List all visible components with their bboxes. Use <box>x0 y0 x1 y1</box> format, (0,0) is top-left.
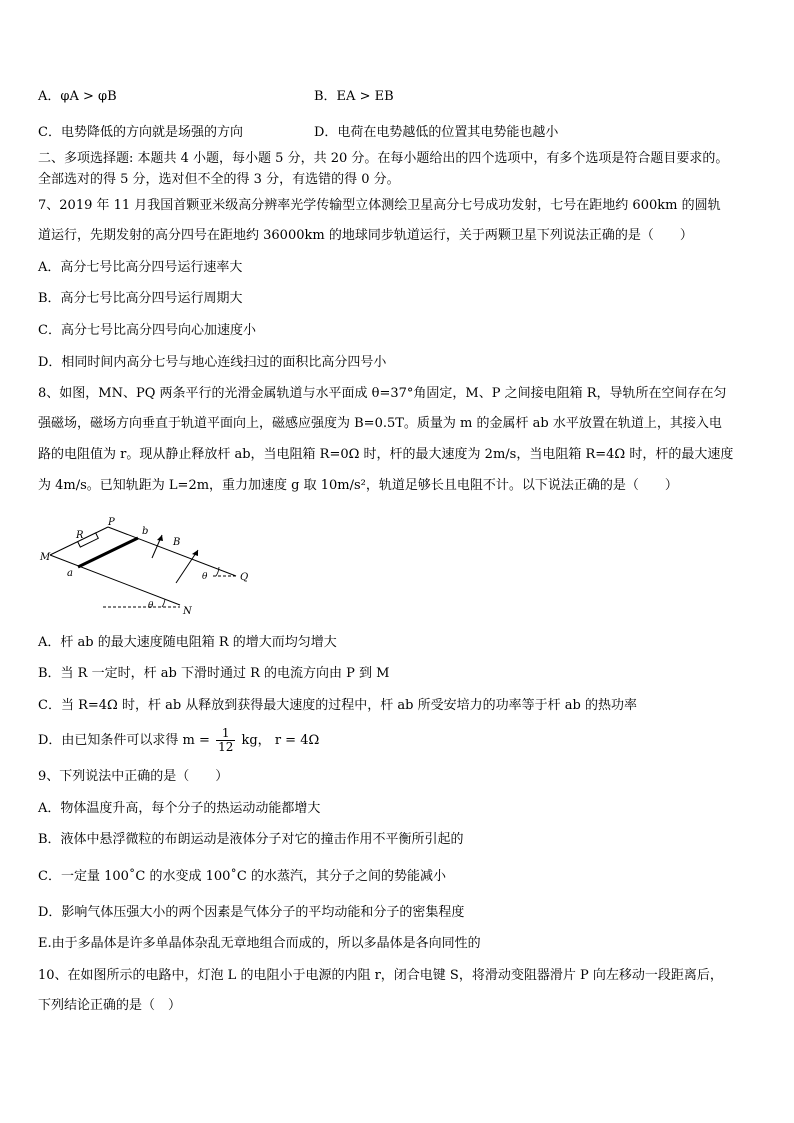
label-m: M <box>40 552 51 563</box>
q8-option-a: A．杆 ab 的最大速度随电阻箱 R 的增大而均匀增大 <box>38 635 337 650</box>
label-theta-q: θ <box>202 572 208 582</box>
q9-option-e: E.由于多晶体是许多单晶体杂乱无章地组合而成的，所以多晶体是各向同性的 <box>38 936 481 951</box>
mass-fraction-numerator: 1 <box>216 727 235 741</box>
q6-option-d: D．电荷在电势越低的位置其电势能也越小 <box>314 125 559 140</box>
q8-option-d-suffix: kg， r = 4Ω <box>241 733 320 748</box>
q8-rail-diagram <box>38 510 268 620</box>
q8-stem-line2: 强磁场，磁场方向垂直于轨道平面向上，磁感应强度为 B=0.5T。质量为 m 的金属杆 ab 水平放置在轨道上，其接入电 <box>38 416 722 431</box>
q9-option-b: B．液体中悬浮微粒的布朗运动是液体分子对它的撞击作用不平衡所引起的 <box>38 832 464 847</box>
q9-option-d: D．影响气体压强大小的两个因素是气体分子的平均动能和分子的密集程度 <box>38 905 465 920</box>
q9-stem: 9、下列说法中正确的是（ ） <box>38 769 229 784</box>
label-theta-n: θ <box>148 601 154 611</box>
rail-pq <box>108 527 236 576</box>
q7-option-c: C．高分七号比高分四号向心加速度小 <box>38 323 256 338</box>
q7-stem-line1: 7、2019 年 11 月我国首颗亚米级高分辨率光学传输型立体测绘卫星高分七号成功发射，七号在距地约 600km 的圆轨 <box>38 198 721 213</box>
q8-stem-line1: 8、如图，MN、PQ 两条平行的光滑金属轨道与水平面成 θ=37°角固定，M、P 之间接电阻箱 R，导轨所在空间存在匀 <box>38 386 727 401</box>
q6-option-b: B．EA > EB <box>314 89 394 104</box>
field-arrow-2 <box>176 550 198 583</box>
q6-option-c: C．电势降低的方向就是场强的方向 <box>38 125 243 140</box>
label-field-b: B <box>173 537 181 548</box>
rail-mn <box>50 555 180 605</box>
label-r: R <box>76 530 84 541</box>
q8-option-d <box>38 727 319 755</box>
q8-option-d-prefix: D．由已知条件可以求得 m = <box>38 733 210 748</box>
q7-option-a: A．高分七号比高分四号运行速率大 <box>38 260 243 275</box>
label-a: a <box>67 568 73 579</box>
label-n: N <box>183 606 192 617</box>
field-arrowhead-1 <box>157 535 163 541</box>
q7-option-b: B．高分七号比高分四号运行周期大 <box>38 291 243 306</box>
section2-instructions-line2: 全部选对的得 5 分，选对但不全的得 3 分，有选错的得 0 分。 <box>38 172 400 187</box>
section2-instructions-line1: 二、多项选择题: 本题共 4 小题，每小题 5 分，共 20 分。在每小题给出的四个选项中，有多个选项是符合题目要求的。 <box>38 151 729 166</box>
label-b-end: b <box>142 526 149 537</box>
q8-stem-line4: 为 4m/s。已知轨距为 L=2m，重力加速度 g 取 10m/s²，轨道足够长且电阻不计。以下说法正确的是（ ） <box>38 478 678 493</box>
q7-stem-line2: 道运行，先期发射的高分四号在距地约 36000km 的地球同步轨道运行，关于两颗卫星下列说法正确的是（ ） <box>38 228 693 243</box>
q10-stem-line1: 10、在如图所示的电路中，灯泡 L 的电阻小于电源的内阻 r，闭合电键 S，将滑动变阻器滑片 P 向左移动一段距离后， <box>38 968 723 983</box>
q7-option-d: D．相同时间内高分七号与地心连线扫过的面积比高分四号小 <box>38 355 387 370</box>
q9-option-c: C．一定量 100˚C 的水变成 100˚C 的水蒸汽，其分子之间的势能减小 <box>38 869 446 884</box>
q8-option-c: C．当 R=4Ω 时，杆 ab 从释放到获得最大速度的过程中，杆 ab 所受安培力的功率等于杆 ab 的热功率 <box>38 698 637 713</box>
q8-stem-line3: 路的电阻值为 r。现从静止释放杆 ab，当电阻箱 R=0Ω 时，杆的最大速度为 2m/s，当电阻箱 R=4Ω 时，杆的最大速度 <box>38 447 734 462</box>
q8-option-b: B．当 R 一定时，杆 ab 下滑时通过 R 的电流方向由 P 到 M <box>38 666 390 681</box>
label-q: Q <box>240 572 249 583</box>
mass-fraction <box>216 727 235 754</box>
label-p: P <box>108 517 115 528</box>
q9-option-a: A．物体温度升高，每个分子的热运动动能都增大 <box>38 801 321 816</box>
mass-fraction-denominator: 12 <box>218 740 234 754</box>
q6-option-a: A．φA > φB <box>38 89 117 104</box>
q10-stem-line2: 下列结论正确的是（ ） <box>38 998 182 1013</box>
angle-arc-n <box>162 599 165 607</box>
